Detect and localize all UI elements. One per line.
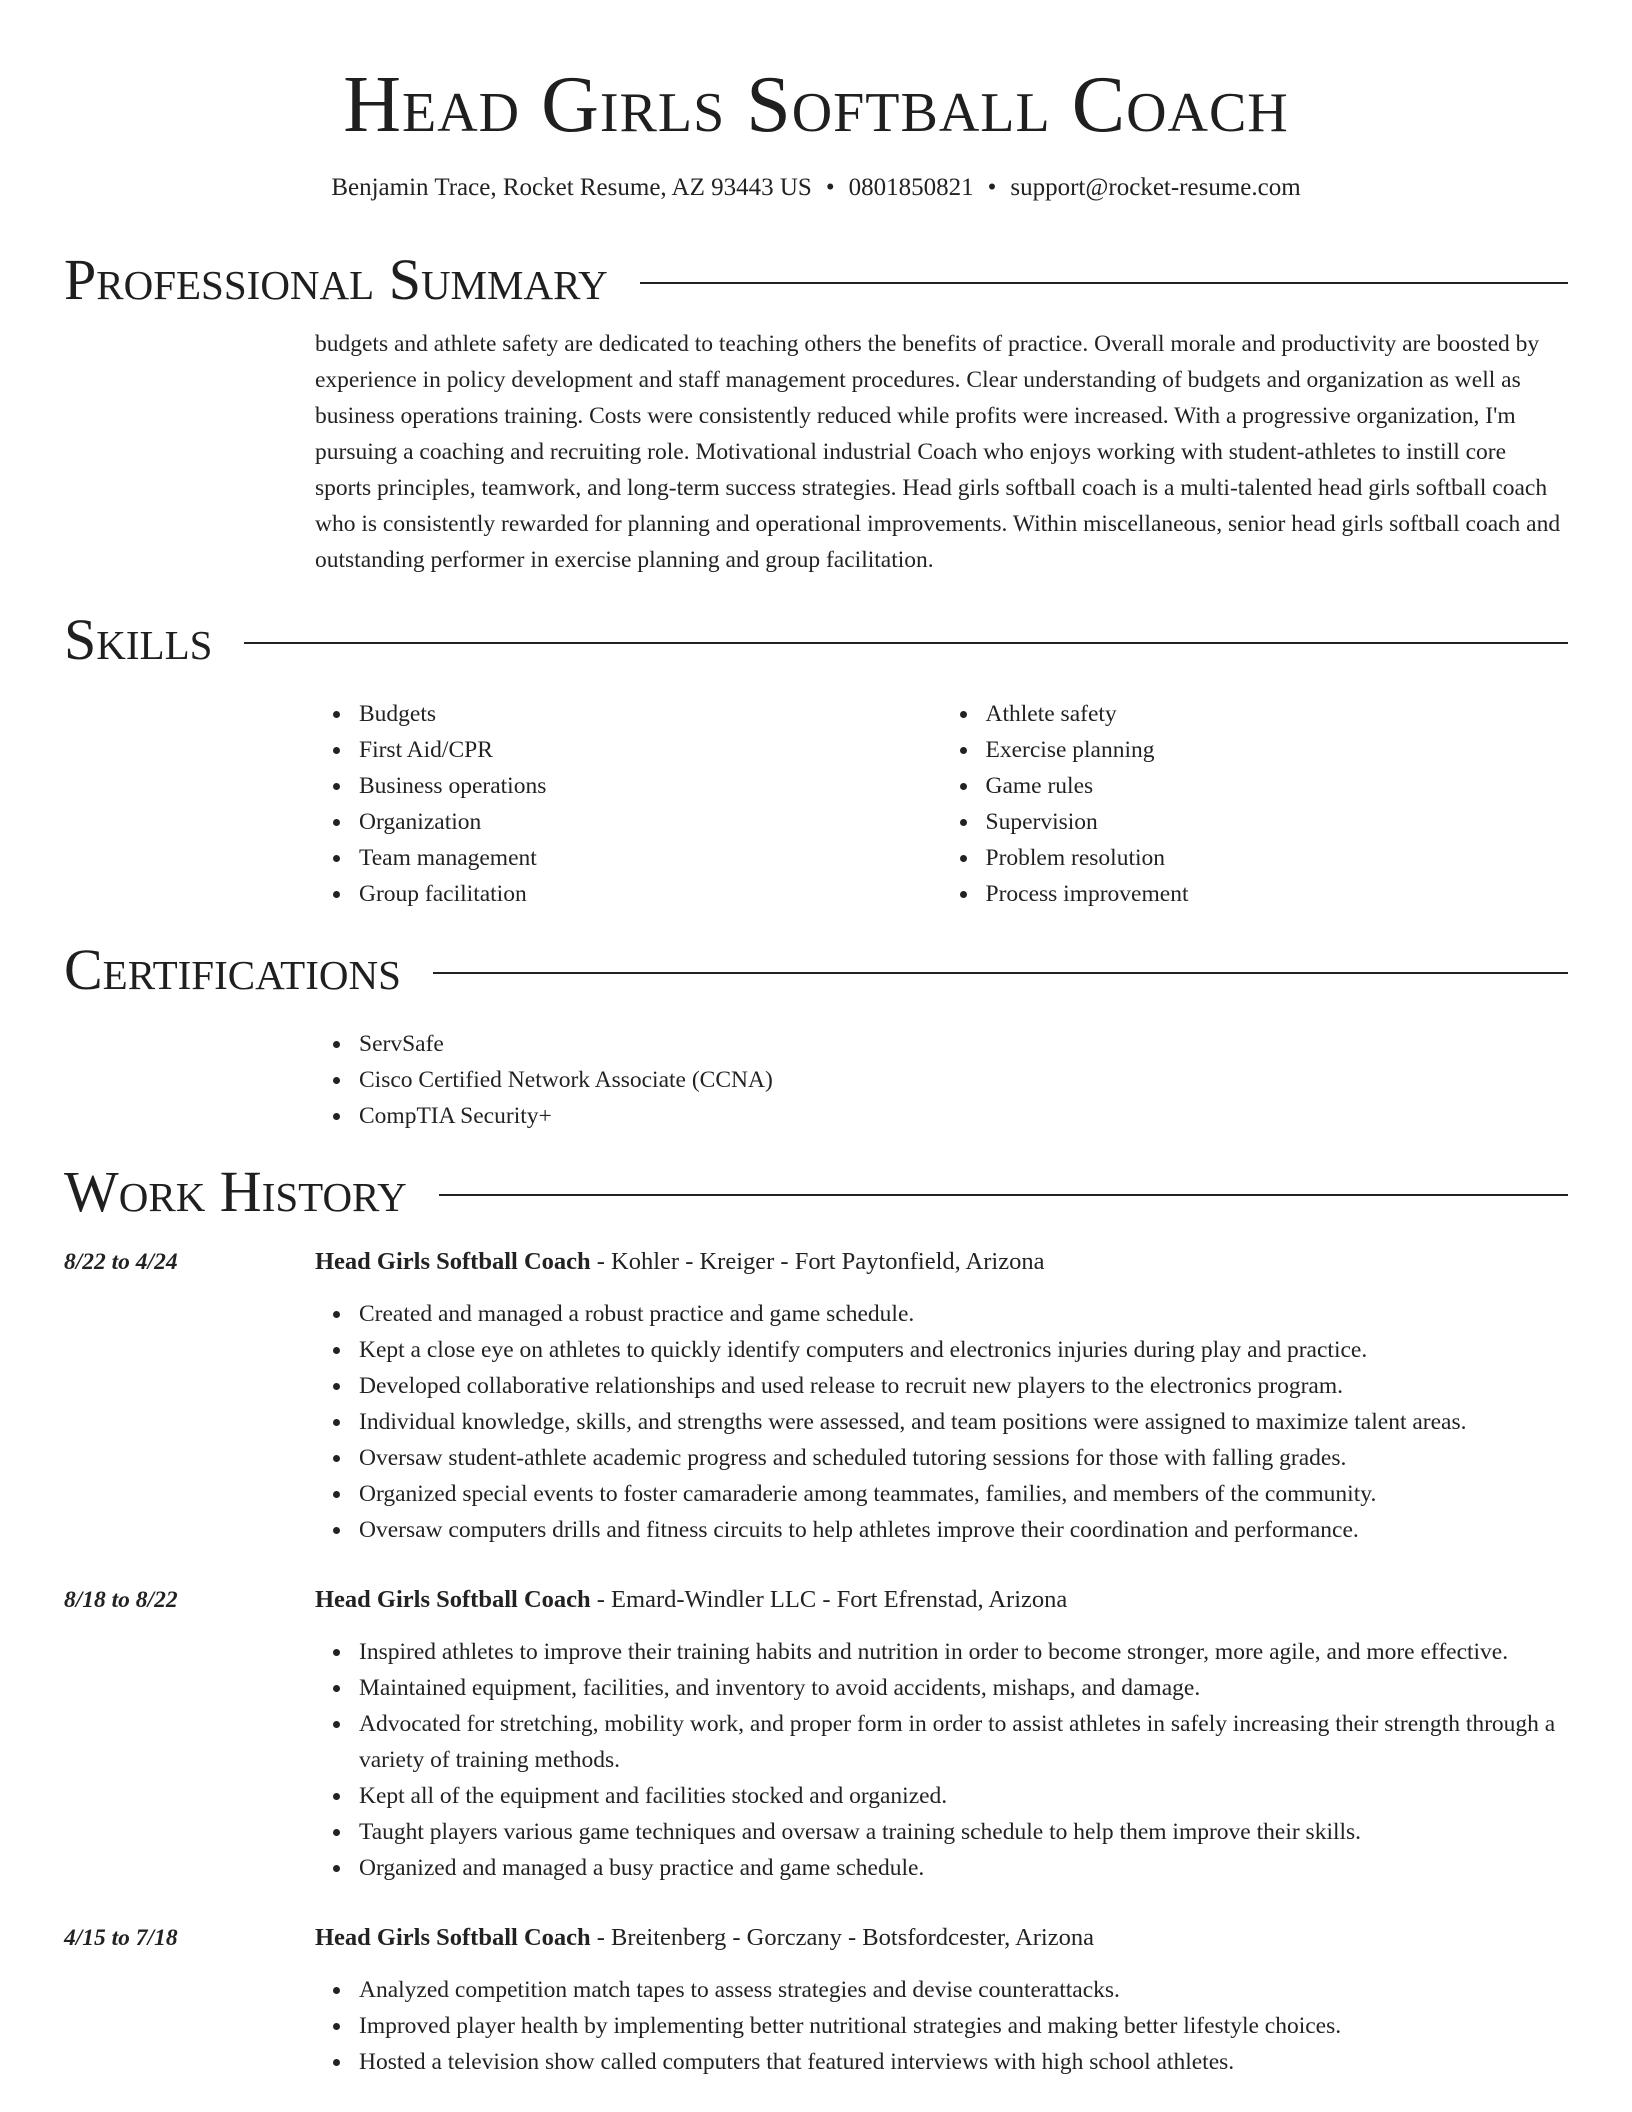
skill-item: Athlete safety (986, 696, 1569, 732)
section-header (64, 938, 1568, 1002)
job-employer: - Emard-Windler LLC - Fort Efrenstad, Arizona (590, 1586, 1068, 1613)
section-title: Certifications (64, 937, 401, 1002)
job-title: Head Girls Softball Coach (315, 1586, 591, 1613)
job-employer: - Kohler - Kreiger - Fort Paytonfield, Arizona (590, 1248, 1045, 1275)
work-history-section (64, 1160, 1568, 2080)
job-entry (64, 1920, 1568, 2080)
section-body (315, 326, 1568, 578)
job-bullet: Analyzed competition match tapes to assess strategies and devise counterattacks. (359, 1972, 1568, 2008)
job-title: Head Girls Softball Coach (315, 1248, 591, 1275)
skills-list-right (942, 696, 1569, 912)
job-bullets (315, 1634, 1568, 1886)
job-bullet: Organized special events to foster camaraderie among teammates, families, and members of the community. (359, 1476, 1568, 1512)
skill-item: Process improvement (986, 876, 1569, 912)
job-entry (64, 1582, 1568, 1886)
section-header (64, 248, 1568, 312)
job-bullet: Kept all of the equipment and facilities stocked and organized. (359, 1778, 1568, 1814)
job-details (315, 1920, 1568, 2080)
section-title: Work History (64, 1159, 407, 1224)
skill-item: Exercise planning (986, 732, 1569, 768)
contact-email: support@rocket-resume.com (1010, 174, 1301, 201)
certification-item: CompTIA Security+ (359, 1098, 1568, 1134)
job-dates: 8/22 to 4/24 (64, 1249, 178, 1275)
job-bullet: Hosted a television show called computers that featured interviews with high school athletes. (359, 2044, 1568, 2080)
skill-item: Supervision (986, 804, 1569, 840)
job-bullet: Oversaw computers drills and fitness circuits to help athletes improve their coordination and performance. (359, 1512, 1568, 1548)
skills-list-left (315, 696, 942, 912)
skill-item: Budgets (359, 696, 942, 732)
job-bullet: Organized and managed a busy practice and game schedule. (359, 1850, 1568, 1886)
skill-item: Business operations (359, 768, 942, 804)
job-heading (315, 1244, 1568, 1280)
job-employer: - Breitenberg - Gorczany - Botsfordcester, Arizona (590, 1924, 1094, 1951)
section-header (64, 1160, 1568, 1224)
job-dates: 4/15 to 7/18 (64, 1925, 178, 1951)
job-heading (315, 1920, 1568, 1956)
section-body (315, 1026, 1568, 1134)
job-title: Head Girls Softball Coach (315, 1924, 591, 1951)
summary-text: budgets and athlete safety are dedicated to teaching others the benefits of practice. Overall morale and productivity are boosted by experience in policy development and staff management procedures. Clear understanding of budgets and organization as well as business operations training. Costs were consistently reduced while profits were increased. With a progressive organization, I'm pursuing a coaching and recruiting role. Motivational industrial Coach who enjoys working with student-athletes to instill core sports principles, teamwork, and long-term success strategies. Head girls softball coach is a multi-talented head girls softball coach who is consistently rewarded for planning and operational improvements. Within miscellaneous, senior head girls softball coach and outstanding performer in exercise planning and group facilitation. (315, 331, 1561, 573)
section-title: Professional Summary (64, 247, 608, 312)
contact-address: Benjamin Trace, Rocket Resume, AZ 93443 US (331, 174, 812, 201)
section-divider (244, 642, 1568, 644)
section-header (64, 608, 1568, 672)
job-bullet: Oversaw student-athlete academic progress and scheduled tutoring sessions for those with falling grades. (359, 1440, 1568, 1476)
contact-separator: • (987, 174, 997, 201)
skill-item: Problem resolution (986, 840, 1569, 876)
contact-phone: 0801850821 (848, 174, 974, 201)
job-bullet: Improved player health by implementing better nutritional strategies and making better lifestyle choices. (359, 2008, 1568, 2044)
skills-columns (315, 696, 1568, 912)
job-entry (64, 1244, 1568, 1548)
job-bullet: Individual knowledge, skills, and strengths were assessed, and team positions were assigned to maximize talent areas. (359, 1404, 1568, 1440)
skill-item: First Aid/CPR (359, 732, 942, 768)
resume-title: Head Girls Softball Coach (343, 61, 1289, 149)
skill-item: Group facilitation (359, 876, 942, 912)
job-bullets (315, 1296, 1568, 1548)
section-divider (640, 282, 1568, 284)
job-bullet: Developed collaborative relationships and used release to recruit new players to the electronics program. (359, 1368, 1568, 1404)
job-bullets (315, 1972, 1568, 2080)
job-list (64, 1244, 1568, 2080)
professional-summary-section (64, 248, 1568, 578)
skill-item: Team management (359, 840, 942, 876)
job-details (315, 1582, 1568, 1886)
job-details (315, 1244, 1568, 1548)
section-divider (439, 1194, 1568, 1196)
job-bullet: Maintained equipment, facilities, and inventory to avoid accidents, mishaps, and damage. (359, 1670, 1568, 1706)
job-bullet: Taught players various game techniques and oversaw a training schedule to help them improve their skills. (359, 1814, 1568, 1850)
contact-line (64, 172, 1568, 204)
certifications-list (315, 1026, 1568, 1134)
certifications-section (64, 938, 1568, 1134)
job-dates: 8/18 to 8/22 (64, 1587, 178, 1613)
skill-item: Game rules (986, 768, 1569, 804)
skill-item: Organization (359, 804, 942, 840)
certification-item: Cisco Certified Network Associate (CCNA) (359, 1062, 1568, 1098)
contact-separator: • (825, 174, 835, 201)
skills-section (64, 608, 1568, 912)
job-bullet: Inspired athletes to improve their training habits and nutrition in order to become stronger, more agile, and more effective. (359, 1634, 1568, 1670)
job-bullet: Kept a close eye on athletes to quickly identify computers and electronics injuries during play and practice. (359, 1332, 1568, 1368)
job-heading (315, 1582, 1568, 1618)
section-divider (433, 972, 1568, 974)
job-bullet: Advocated for stretching, mobility work, and proper form in order to assist athletes in safely increasing their strength through a variety of training methods. (359, 1706, 1568, 1778)
certification-item: ServSafe (359, 1026, 1568, 1062)
section-title: Skills (64, 607, 213, 672)
job-bullet: Created and managed a robust practice and game schedule. (359, 1296, 1568, 1332)
